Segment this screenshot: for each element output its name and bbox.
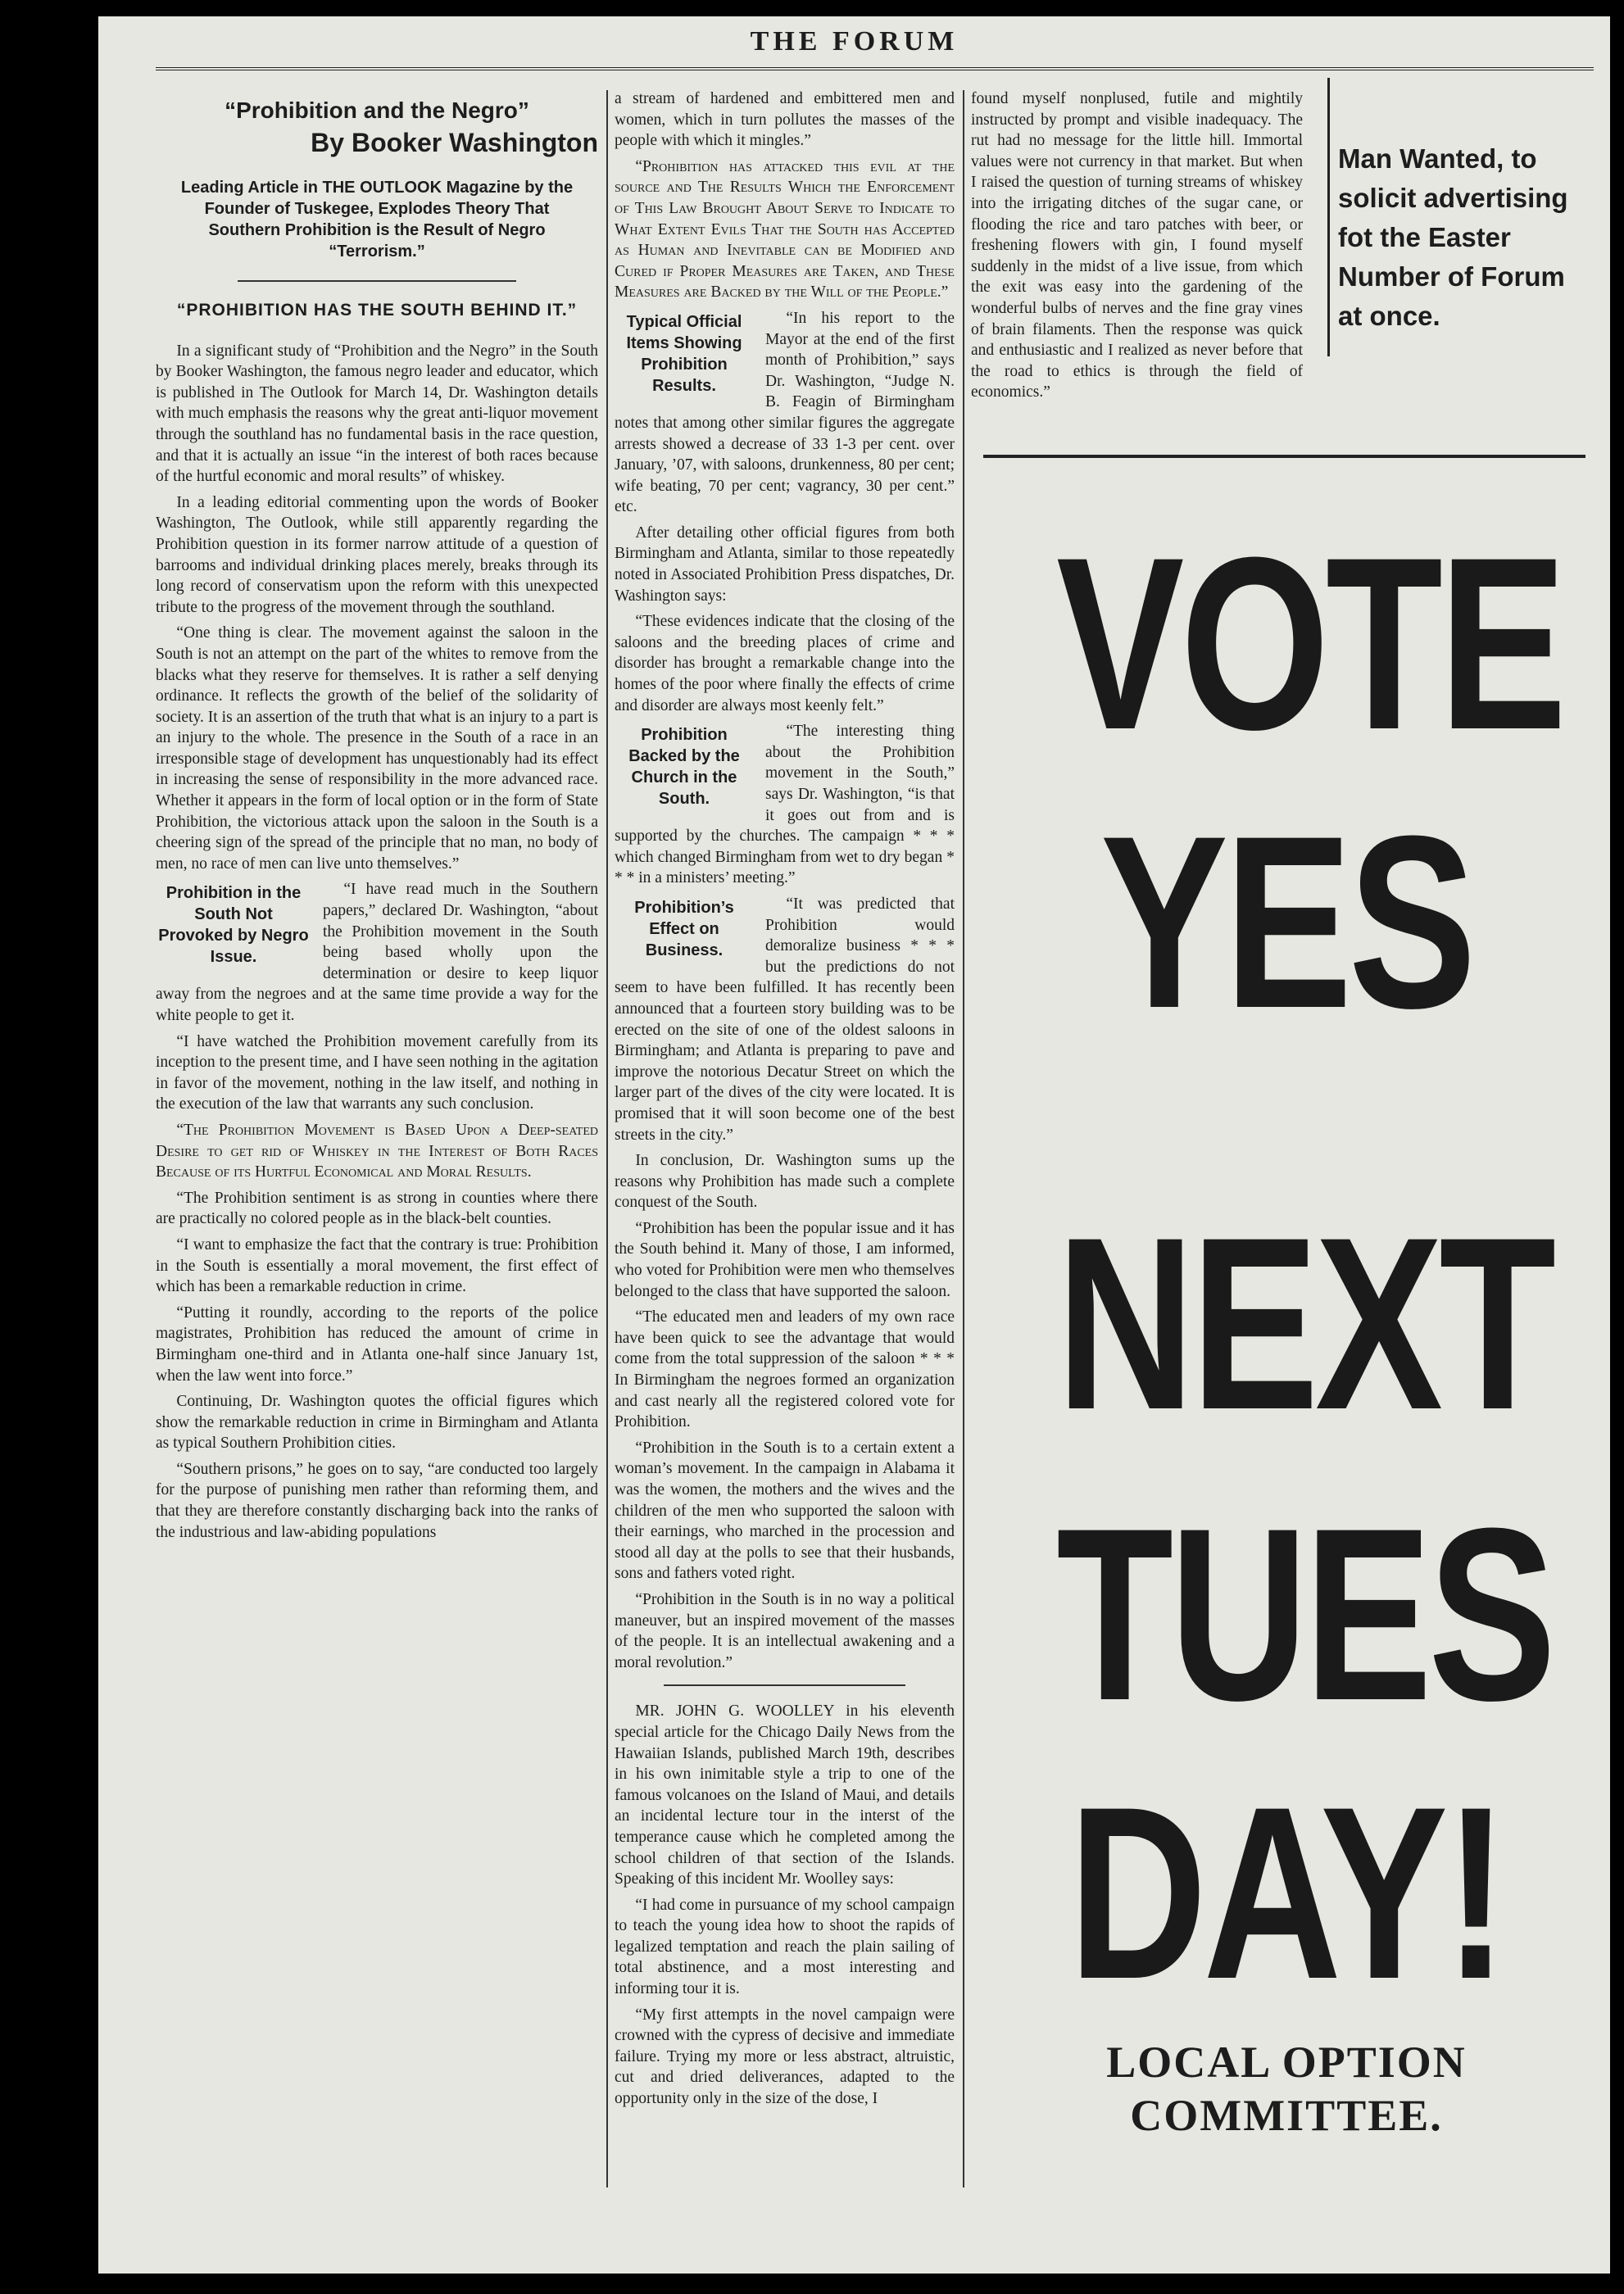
paragraph: “The Prohibition sentiment is as strong in counties where there are practically no colored people as in the black-belt counties.: [156, 1189, 598, 1228]
paragraph: found myself nonplused, futile and mightily instructed by prompt and visible inadequacy. The rut had no message for the little hill. Immortal values were not currency in that market. But when I raised the question of turning streams of whiskey into the irrigating ditches of the sugar cane, or flooding the rice and taro patches with beer, or freshening flowers with gin, I found myself suddenly in the midst of a live issue, from which the exit was easy into the gardening of the wonderful bulbs of nerves and the fine gray vines of brain filaments. Then the response was quick and enthusiastic and I realized as never before that the road to ethics is through the field of economics.”: [971, 90, 1303, 401]
side-heading: Prohibition’s Effect on Business.: [634, 898, 734, 959]
article-deck: Leading Article in THE OUTLOOK Magazine by the Founder of Tuskegee, Explodes Theory That Southern Prohibition is the Result of Negro “Terrorism.”: [180, 179, 574, 261]
paragraph: “Prohibition in the South is to a certain extent a woman’s movement. In the campaign in Alabama it was the women, the mothers and the wives and the children of the men who supported the saloon with their earnings, who marched in the procession and stood all day at the polls to see that their husbands, sons and fathers voted right.: [615, 1439, 955, 1583]
column-3: [971, 88, 1303, 408]
paragraph: “The interesting thing about the Prohibition movement in the South,” says Dr. Washington, “is that it goes out from and is supported by the churches. The campaign * * * which changed Birmingham from wet to dry began * * * in a ministers’ meeting.”: [615, 723, 955, 887]
section-rule: [664, 1684, 905, 1686]
help-wanted-ad: Man Wanted, to solicit advertising fot the Easter Number of Forum at once.: [1327, 78, 1594, 356]
paragraph: “In his report to the Mayor at the end of the first month of Prohibition,” says Dr. Washington, “Judge N. B. Feagin of Birmingham notes that among other similar figures the aggregate arrests showed a decrease of 33 1-3 per cent. over January, ’07, with saloons, drunkenness, 80 per cent; wife beating, 70 per cent; vagrancy, 30 per cent.” etc.: [615, 309, 955, 516]
committee-name: LOCAL OPTION: [1106, 2038, 1467, 2087]
vote-ad-line: YES: [1100, 784, 1473, 1059]
paragraph: a stream of hardened and embittered men and women, which in turn pollutes the masses of the people with which it mingles.”: [615, 90, 955, 150]
vote-ad-line: TUES: [1056, 1476, 1553, 1752]
paragraph: “The Prohibition Movement is Based Upon a Deep-seated Desire to get rid of Whiskey in the Interest of Both Races Because of its Hurtful Economical and Moral Results.: [156, 1121, 598, 1181]
paragraph: “One thing is clear. The movement against the saloon in the South is not an attempt on the part of the whites to remove from the blacks what they reserve for themselves. It is rather a self denying ordinance. It reflects the growth of the belief of the solidarity of society. It is an assertion of the truth that what is an injury to a part is an injury to the whole. The presence in the South of a race in an irresponsible stage of development has unquestionably had its effect in increasing the sense of responsibility in the more advanced race. Whether it appears in the form of local option or in the form of State Prohibition, the victorious attack upon the saloon in the South is a cheering sign of the spread of the principle that no man, no body of men, no race of men can live unto themselves.”: [156, 624, 598, 873]
side-heading: Prohibition Backed by the Church in the South.: [628, 726, 740, 809]
paragraph: “It was predicted that Prohibition would demoralize business * * * but the predictions do not seem to have been fulfilled. It has recently been announced that a fourteen story building was to be erected on the site of one of the oldest saloons in Birmingham; and Atlanta is preparing to pave and improve the notorious Decatur Street on which the larger part of the dives of the city were located. It is promised that it will soon become one of the best streets in the city.”: [615, 895, 955, 1144]
paragraph: In conclusion, Dr. Washington sums up the reasons why Prohibition has made such a complete conquest of the South.: [615, 1152, 955, 1212]
paragraph: “My first attempts in the novel campaign were crowned with the cypress of decisive and immediate failure. Trying my more or less abstract, altruistic, cut and dried deliverances, adapted to the opportunity only in the size of the dose, I: [615, 2006, 955, 2108]
masthead-rule: [156, 67, 1594, 70]
deck-rule: [238, 280, 516, 282]
paragraph: In a significant study of “Prohibition and the Negro” in the South by Booker Washington, the famous negro leader and educator, which is published in The Outlook for March 14, Dr. Washington details with much emphasis the reasons why the great anti-liquor movement through the southland has no fundamental basis in the race question, and that it is actually an issue “in the interest of both races because of the hurtful economic and moral results” of whiskey.: [156, 342, 598, 486]
column-rule: [606, 90, 608, 2187]
column-1: [156, 80, 598, 1548]
vote-ad-line: DAY!: [1068, 1755, 1504, 2030]
paragraph: “Putting it roundly, according to the reports of the police magistrates, Prohibition has reduced the amount of crime in Birmingham one-third and in Atlanta one-half since January 1st, when the law went into force.”: [156, 1303, 598, 1385]
paragraph: MR. JOHN G. WOOLLEY in his eleventh special article for the Chicago Daily News from the Hawaiian Islands, published March 19th, describes in his own inimitable style a trip to one of the famous volcanoes on the Island of Maui, and details an incidental lecture tour in the interst of the temperance cause which he completed among the school children of that section of the Islands. Speaking of this incident Mr. Woolley says:: [615, 1702, 955, 1888]
paragraph: “I have watched the Prohibition movement carefully from its inception to the present time, and I have seen nothing in the agitation in favor of the movement, nothing in the law itself, and nothing in the execution of the law that warrants any such conclusion.: [156, 1032, 598, 1113]
paragraph: In a leading editorial commenting upon the words of Booker Washington, The Outlook, while still apparently regarding the Prohibition question in its former narrow attitude of a question of barrooms and individual drinking places merely, breaks through its long record of conservatism upon the reform with this unexpected tribute to the progress of the movement through the southland.: [156, 493, 598, 616]
vote-ad-line: VOTE: [1056, 505, 1563, 781]
paragraph: “Prohibition in the South is in no way a political maneuver, but an inspired movement of the masses of the people. It is an intellectual awakening and a moral revolution.”: [615, 1590, 955, 1671]
paragraph: “I have read much in the Southern papers,” declared Dr. Washington, “about the Prohibition movement in the South being based wholly upon the determination or desire to keep liquor away from the negroes and at the same time provide a way for the white people to get it.: [156, 881, 598, 1024]
paragraph: After detailing other official figures from both Birmingham and Atlanta, similar to those repeatedly noted in Associated Prohibition Press dispatches, Dr. Washington says:: [615, 524, 955, 605]
paragraph: “Southern prisons,” he goes on to say, “are conducted too largely for the purpose of punishing men rather than reforming them, and that they are therefore constantly discharging back into the ranks of the industrious and law-abiding populations: [156, 1460, 598, 1541]
masthead: THE FORUM: [750, 26, 959, 57]
article-subhead: “PROHIBITION HAS THE SOUTH BEHIND IT.”: [176, 301, 578, 320]
paragraph: “I had come in pursuance of my school campaign to teach the young idea how to shoot the rapids of legalized temptation and reach the plain sailing of total abstinence, and a most interesting and informing tour it is.: [615, 1896, 955, 1998]
paragraph: “Prohibition has been the popular issue and it has the South behind it. Many of those, I am informed, who voted for Prohibition were men who themselves belonged to the class that have supported the saloon.: [615, 1219, 955, 1300]
committee-name: COMMITTEE.: [1130, 2091, 1443, 2140]
paragraph: Continuing, Dr. Washington quotes the official figures which show the remarkable reduction in crime in Birmingham and Atlanta as typical Southern Prohibition cities.: [156, 1393, 598, 1453]
paragraph: “Prohibition has attacked this evil at the source and The Results Which the Enforcement of This Law Brought About Serve to Indicate to What Extent Evils That the South has Accepted as Human and Inevitable can be Modified and Cured if Proper Measures are Taken, and These Measures are Backed by the Will of the People.”: [615, 157, 955, 301]
side-heading: Prohibition in the South Not Provoked by Negro Issue.: [158, 884, 309, 967]
vote-ad-line: NEXT: [1056, 1186, 1553, 1461]
article-title: “Prohibition and the Negro”: [225, 97, 529, 123]
paragraph: “These evidences indicate that the closing of the saloons and the breeding places of crime and disorder has brought a remarkable change into the homes of the poor where finally the effects of crime and disorder are always most keenly felt.”: [615, 613, 955, 714]
paragraph: “The educated men and leaders of my own race have been quick to see the advantage that would come from the total suppression of the saloon * * * In Birmingham the negroes formed an organization and cast nearly all the registered colored vote for Prohibition.: [615, 1308, 955, 1431]
newspaper-sheet: [98, 16, 1610, 2274]
article-author: By Booker Washington: [311, 128, 598, 157]
paragraph: “I want to emphasize the fact that the contrary is true: Prohibition in the South is essentially a moral movement, the first effect of which has been a remarkable reduction in crime.: [156, 1235, 598, 1296]
ad-rule: [983, 455, 1585, 458]
column-2: [615, 88, 955, 2115]
side-heading: Typical Official Items Showing Prohibition Results.: [626, 312, 742, 395]
column-rule: [963, 90, 964, 2187]
